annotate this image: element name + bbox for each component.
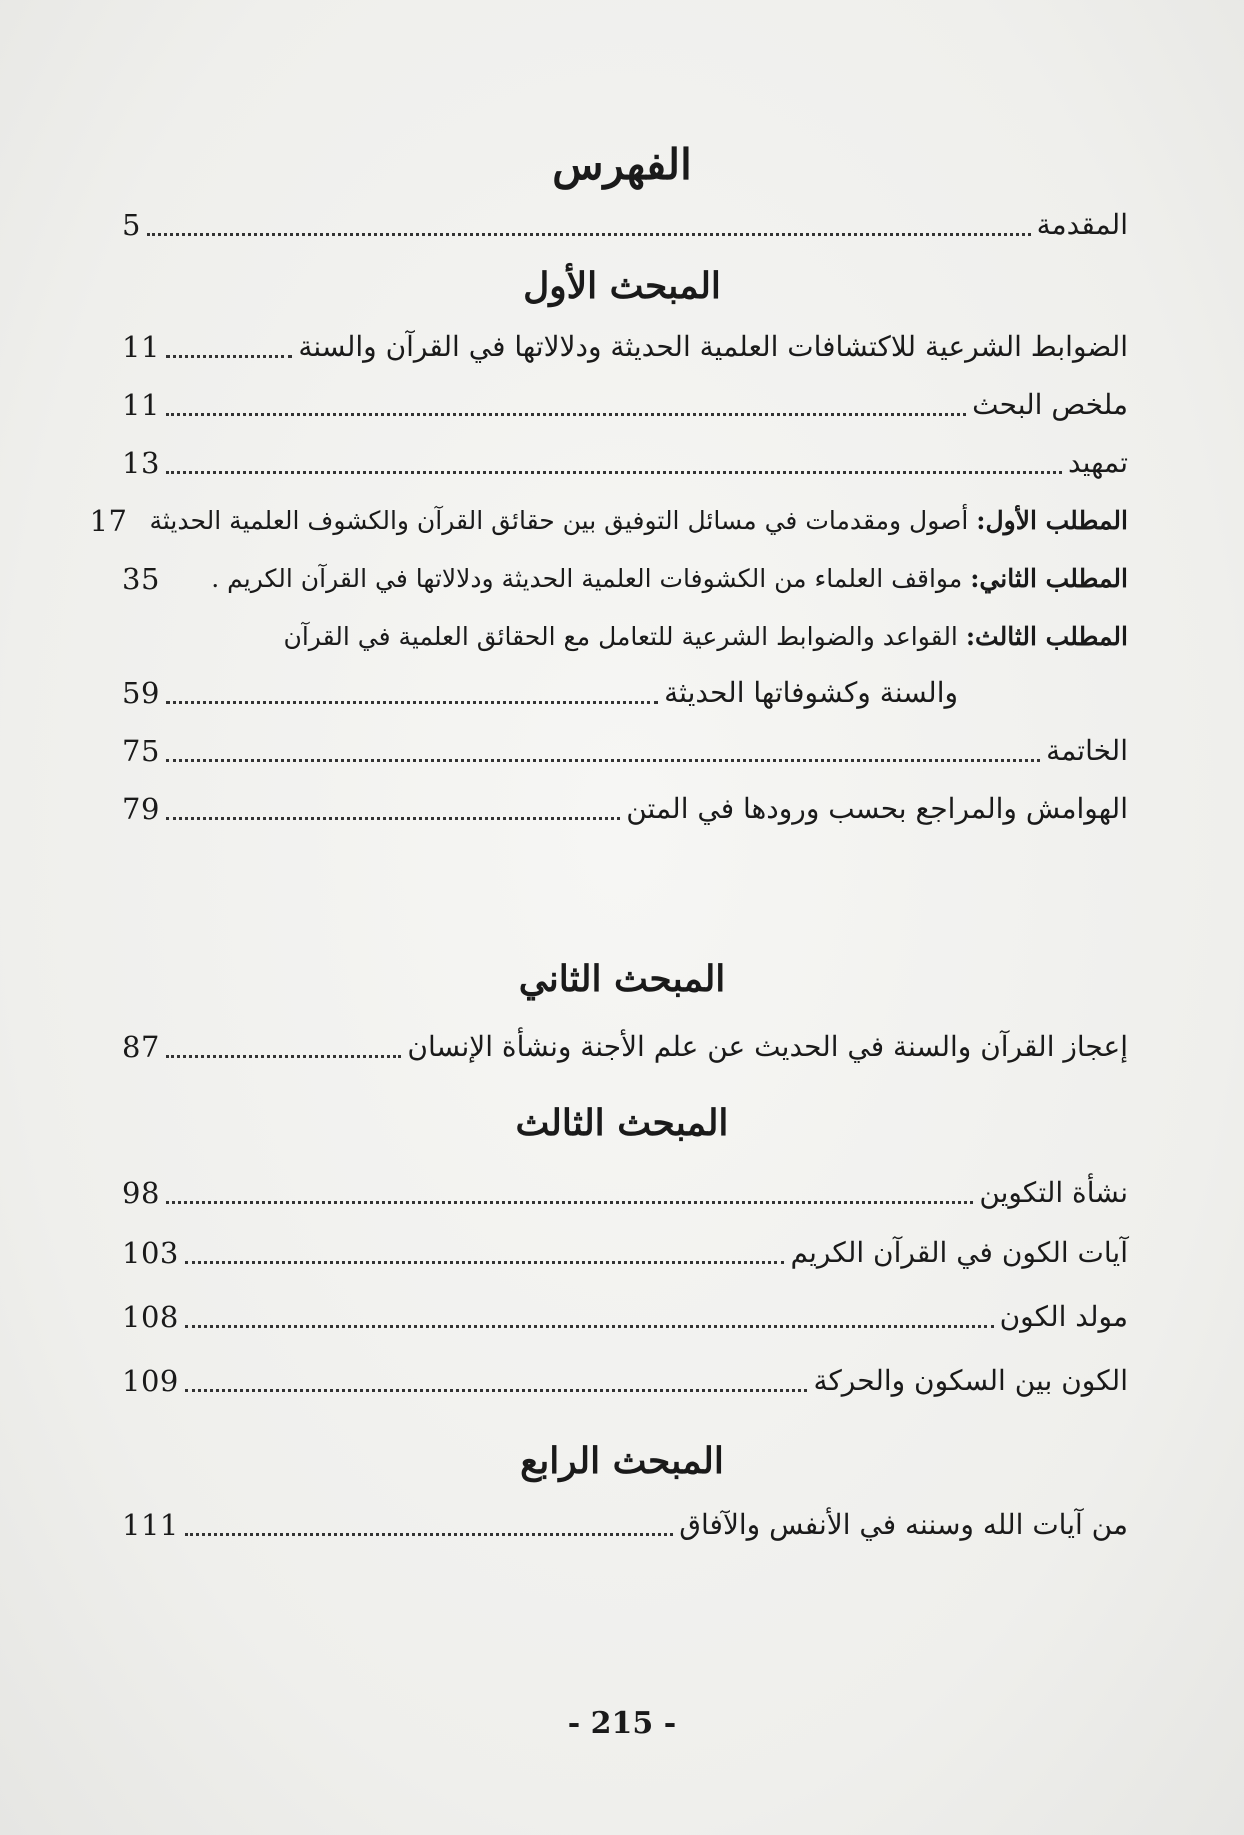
leader-dots — [166, 701, 658, 704]
leader-dots — [166, 759, 1040, 762]
toc-entry-page: 79 — [122, 792, 160, 826]
toc-entry — [122, 322, 1128, 372]
section-heading: المبحث الثاني — [518, 958, 726, 1000]
leader-dots — [185, 1533, 673, 1536]
leader-dots — [185, 1261, 785, 1264]
toc-entry-label: الخاتمة — [1046, 734, 1128, 767]
leader-dots — [166, 1201, 973, 1204]
toc-entry-label: مولد الكون — [999, 1300, 1128, 1333]
toc-entry-label: آيات الكون في القرآن الكريم — [790, 1236, 1128, 1269]
toc-title: الفهرس — [552, 140, 692, 189]
toc-entry-page: 98 — [122, 1176, 160, 1210]
toc-entry — [122, 380, 1128, 430]
toc-entry — [122, 1500, 1128, 1550]
toc-entry-page: 103 — [122, 1236, 179, 1270]
toc-entry-continuation — [122, 668, 1128, 718]
entry-text: أصول ومقدمات في مسائل التوفيق بين حقائق القرآن والكشوف العلمية الحديثة — [149, 506, 977, 535]
toc-entry-page: 35 — [122, 562, 160, 596]
toc-entry-label: ملخص البحث — [972, 388, 1128, 421]
toc-entry — [122, 1022, 1128, 1072]
toc-entry-label: إعجاز القرآن والسنة في الحديث عن علم الأجنة ونشأة الإنسان — [407, 1030, 1128, 1063]
toc-entry-page: 109 — [122, 1364, 179, 1398]
leader-dots — [166, 1055, 401, 1058]
toc-entry — [122, 726, 1128, 776]
toc-entry-page: 111 — [122, 1508, 179, 1542]
toc-entry-label: تمهيد — [1067, 446, 1128, 479]
toc-entry — [122, 784, 1128, 834]
section-heading: المبحث الثالث — [515, 1102, 729, 1144]
toc-entry-label: من آيات الله وسننه في الأنفس والآفاق — [679, 1508, 1128, 1541]
section-heading: المبحث الأول — [523, 265, 721, 307]
toc-entry-page: 17 — [89, 504, 128, 538]
toc-entry — [122, 554, 1128, 604]
toc-entry — [122, 1228, 1128, 1278]
leader-dots — [166, 355, 292, 358]
toc-entry-introduction — [122, 200, 1128, 250]
toc-entry — [122, 1292, 1128, 1342]
toc-entry — [122, 1168, 1128, 1218]
toc-entry-label: الكون بين السكون والحركة — [813, 1364, 1128, 1397]
toc-entry-label: نشأة التكوين — [979, 1176, 1128, 1209]
toc-entry-label: والسنة وكشوفاتها الحديثة — [664, 676, 958, 709]
entry-text: مواقف العلماء من الكشوفات العلمية الحديثة ودلالاتها في القرآن الكريم . — [211, 564, 971, 593]
toc-entry-page: 75 — [122, 734, 160, 768]
toc-entry — [122, 612, 1128, 662]
leader-dots — [166, 817, 620, 820]
toc-entry-label: الضوابط الشرعية للاكتشافات العلمية الحديثة ودلالاتها في القرآن والسنة — [298, 330, 1128, 363]
entry-lead: المطلب الأول: — [976, 506, 1128, 535]
toc-entry-label: المقدمة — [1036, 208, 1128, 241]
toc-entry-page: 5 — [122, 208, 141, 242]
leader-dots — [185, 1389, 808, 1392]
leader-dots — [147, 233, 1031, 236]
toc-entry-page: 13 — [122, 446, 160, 480]
leader-dots — [185, 1325, 994, 1328]
toc-entry-label: الهوامش والمراجع بحسب ورودها في المتن — [626, 792, 1128, 825]
entry-text: القواعد والضوابط الشرعية للتعامل مع الحقائق العلمية في القرآن — [283, 622, 966, 651]
toc-entry-page: 59 — [122, 676, 160, 710]
entry-lead: المطلب الثالث: — [965, 622, 1128, 651]
toc-entry-page: 87 — [122, 1030, 160, 1064]
toc-entry — [122, 438, 1128, 488]
toc-entry-page: 11 — [122, 388, 160, 422]
leader-dots — [166, 471, 1062, 474]
toc-entry-label — [149, 496, 1128, 546]
toc-entry — [122, 1356, 1128, 1406]
toc-entry-page: 11 — [122, 330, 160, 364]
entry-lead: المطلب الثاني: — [970, 564, 1128, 593]
page-number: - 215 - — [567, 1706, 677, 1741]
section-heading: المبحث الرابع — [520, 1440, 724, 1482]
toc-entry-page: 108 — [122, 1300, 179, 1334]
toc-entry — [89, 496, 1128, 546]
toc-entry-label — [284, 612, 1129, 662]
leader-dots — [166, 413, 966, 416]
toc-entry-label — [211, 554, 1128, 604]
